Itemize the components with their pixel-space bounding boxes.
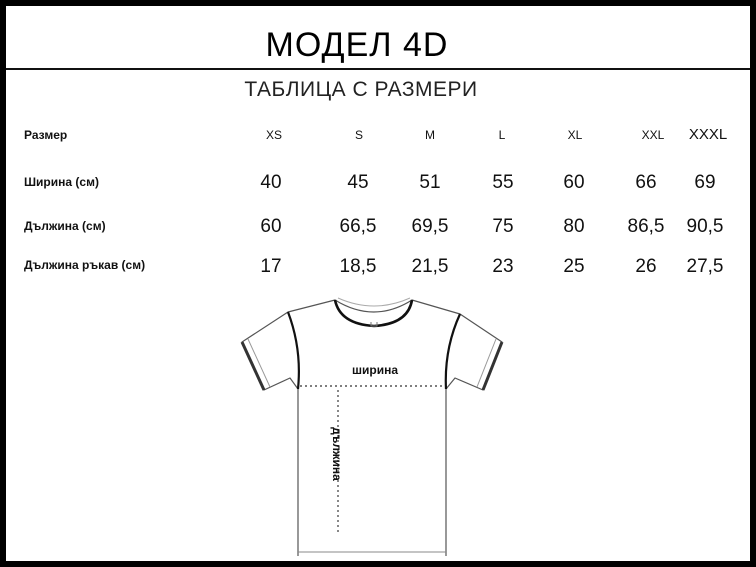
size-m: M	[425, 128, 435, 142]
sleeve-value: 23	[492, 256, 514, 277]
row-label-length: Дължина (см)	[24, 219, 106, 233]
size-xxxl: XXXL	[688, 126, 728, 143]
length-value: 60	[260, 216, 282, 237]
tshirt-diagram	[240, 294, 510, 556]
title-divider	[6, 68, 750, 70]
row-label-sleeve: Дължина ръкав (см)	[24, 258, 146, 272]
table-title: ТАБЛИЦА С РАЗМЕРИ	[244, 78, 478, 101]
length-value: 66,5	[339, 216, 377, 237]
size-chart-card	[6, 6, 750, 561]
row-label-size: Размер	[24, 128, 68, 142]
length-value: 69,5	[411, 216, 449, 237]
size-s: S	[354, 128, 363, 142]
width-label: ширина	[352, 363, 399, 377]
model-title: МОДЕЛ 4D	[265, 26, 449, 64]
width-value: 40	[260, 172, 282, 193]
sleeve-value: 25	[563, 256, 585, 277]
length-label: дължина	[329, 427, 344, 481]
size-xl: XL	[567, 128, 583, 142]
width-value: 45	[347, 172, 369, 193]
width-value: 51	[419, 172, 441, 193]
size-xs: XS	[265, 128, 282, 142]
width-value: 69	[694, 172, 716, 193]
length-value: 86,5	[627, 216, 665, 237]
size-xxl: XXL	[641, 128, 665, 142]
width-value: 60	[563, 172, 585, 193]
row-label-width: Ширина (см)	[24, 175, 99, 189]
width-value: 55	[492, 172, 514, 193]
sleeve-value: 27,5	[686, 256, 724, 277]
sleeve-value: 21,5	[411, 256, 449, 277]
sleeve-value: 17	[260, 256, 282, 277]
sleeve-value: 26	[635, 256, 657, 277]
length-value: 90,5	[686, 216, 724, 237]
length-value: 75	[492, 216, 514, 237]
length-value: 80	[563, 216, 585, 237]
width-value: 66	[635, 172, 657, 193]
size-l: L	[498, 128, 506, 142]
sleeve-value: 18,5	[339, 256, 377, 277]
